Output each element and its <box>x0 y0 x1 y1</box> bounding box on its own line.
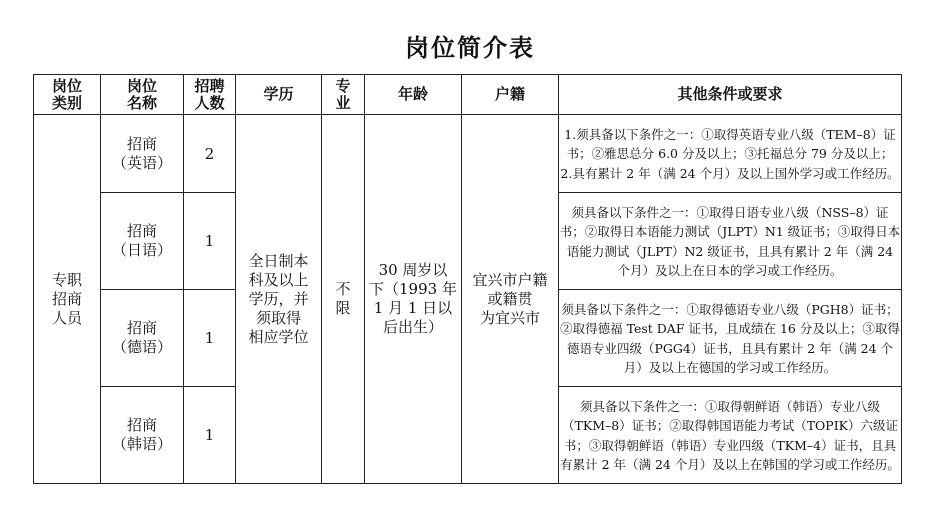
header-count: 招聘 人数 <box>184 75 236 115</box>
education-cell: 全日制本 科及以上 学历，并 须取得 相应学位 <box>236 115 322 484</box>
header-household: 户籍 <box>462 75 559 115</box>
hiring-count-cell: 2 <box>184 115 236 193</box>
hiring-count-cell: 1 <box>184 290 236 387</box>
header-category: 岗位 类别 <box>34 75 101 115</box>
position-name-cell: 招商 （德语） <box>101 290 184 387</box>
hiring-count-cell: 1 <box>184 193 236 290</box>
age-cell: 30 周岁以 下（1993 年 1 月 1 日以 后出生） <box>365 115 462 484</box>
hiring-count-cell: 1 <box>184 387 236 484</box>
major-cell: 不 限 <box>322 115 365 484</box>
table-row <box>34 115 902 193</box>
header-other-requirements: 其他条件或要求 <box>559 75 902 115</box>
header-major: 专 业 <box>322 75 365 115</box>
header-name: 岗位 名称 <box>101 75 184 115</box>
table-header-row <box>34 75 902 115</box>
requirement-cell: 须具备以下条件之一：①取得朝鲜语（韩语）专业八级（TKM–8）证书；②取得韩国语能力考试（TOPIK）六级证书；③取得朝鲜语（韩语）专业四级（TKM–4）证书，且具有累计 2 年（满 24 个月）及以上在韩国的学习或工作经历。 <box>559 387 902 484</box>
requirement-cell: 须具备以下条件之一：①取得日语专业八级（NSS–8）证书；②取得日本语能力测试（JLPT）N1 级证书；③取得日本语能力测试（JLPT）N2 级证书，且具有累计 2 年（满 24 个月）及以上在日本的学习或工作经历。 <box>559 193 902 290</box>
header-education: 学历 <box>236 75 322 115</box>
position-name-cell: 招商 （英语） <box>101 115 184 193</box>
requirement-cell: 1.须具备以下条件之一：①取得英语专业八级（TEM–8）证书；②雅思总分 6.0 分及以上；③托福总分 79 分及以上； 2.具有累计 2 年（满 24 个月）及以上国外学习或工作经历。 <box>559 115 902 193</box>
job-table <box>33 74 902 484</box>
header-age: 年龄 <box>365 75 462 115</box>
household-cell: 宜兴市户籍 或籍贯 为宜兴市 <box>462 115 559 484</box>
page-title: 岗位简介表 <box>405 33 535 62</box>
requirement-cell: 须具备以下条件之一：①取得德语专业八级（PGH8）证书；②取得德福 Test DAF 证书，且成绩在 16 分及以上；③取得德语专业四级（PGG4）证书，且具有累计 2 年（满 24 个月）及以上在德国的学习或工作经历。 <box>559 290 902 387</box>
category-cell: 专职 招商 人员 <box>34 115 101 484</box>
position-name-cell: 招商 （日语） <box>101 193 184 290</box>
position-name-cell: 招商 （韩语） <box>101 387 184 484</box>
